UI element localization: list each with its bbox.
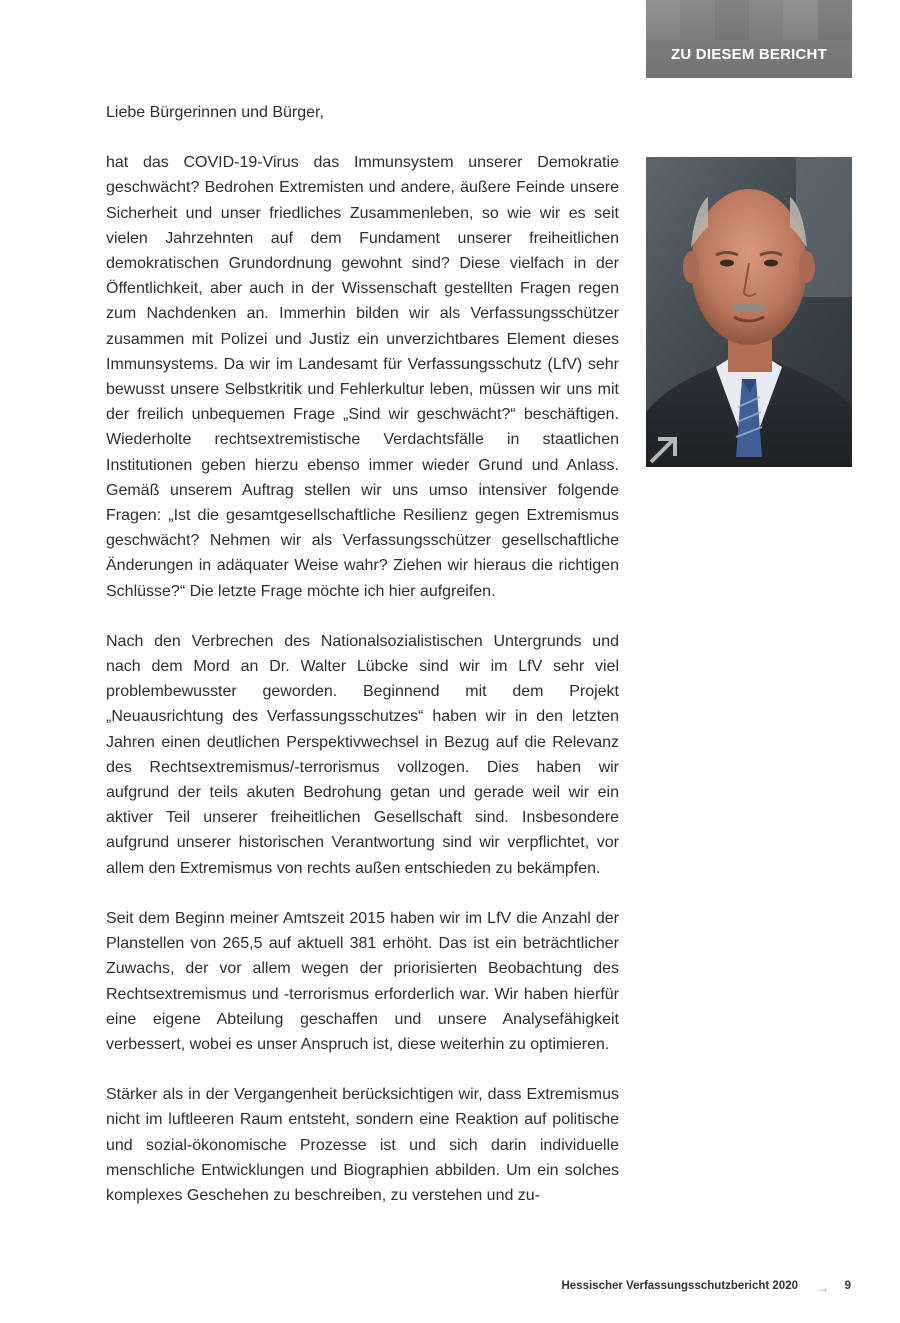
paragraph-1: hat das COVID-19-Virus das Immunsystem unserer Demokratie geschwächt? Bedrohen Extremisten und andere, äußere Feinde unsere Sicherheit und unser friedliches Zusammenleben, so wie wir es seit vielen Jahrzehnten auf dem Fundament unserer freiheitlichen demokratischen Grundordnung gewohnt sind? Diese vielfach in der Öffentlichkeit, aber auch in der Wissenschaft gestellten Fragen regen zum Nachdenken an. Immerhin bilden wir als Verfassungsschützer zusammen mit Polizei und Justiz ein unverzichtbares Element dieses Immunsystems. Da wir im Landesamt für Verfassungsschutz (LfV) sehr bewusst unsere Selbstkritik und Fehlerkultur leben, müssen wir uns mit der freilich unbequemen Frage „Sind wir geschwächt?“ beschäftigen. Wiederholte rechtsextremistische Verdachtsfälle in staatlichen Institutionen geben hierzu ebenso immer wieder Grund und Anlass. Gemäß unserem Auftrag stellen wir uns umso intensiver folgende Fragen: „Ist die gesamtgesellschaftliche Resilienz gegen Extremismus geschwächt? Nehmen wir als Verfassungsschützer gesellschaftliche Änderungen in adäquater Weise wahr? Ziehen wir hieraus die richtigen Schlüsse?“ Die letzte Frage möchte ich hier aufgreifen.	[106, 154, 619, 600]
arrow-right-icon: →	[817, 1281, 829, 1295]
page-number: 9	[844, 1280, 851, 1292]
portrait-photo	[646, 157, 852, 467]
paragraph-3: Seit dem Beginn meiner Amtszeit 2015 haben wir im LfV die Anzahl der Planstellen von 265,5 auf aktuell 381 erhöht. Das ist ein beträchtlicher Zuwachs, der vor allem wegen der priorisierten Beobachtung des Rechtsextremismus und -terrorismus erforderlich war. Wir haben hierfür eine eigene Abteilung geschaffen und unsere Analysefähigkeit verbessert, wobei es unser Anspruch ist, diese weiterhin zu optimieren.	[106, 909, 619, 1053]
tab-pattern	[646, 0, 852, 40]
section-tab	[646, 0, 852, 78]
salutation: Liebe Bürgerinnen und Bürger,	[106, 104, 324, 121]
paragraph-4: Stärker als in der Vergangenheit berücksichtigen wir, dass Extremismus nicht im luftleeren Raum entsteht, sondern eine Reaktion auf politische und sozial-ökonomische Prozesse ist und sich darin individuelle menschliche Entwicklungen und Biographien abbilden. Um ein solches komplexes Geschehen zu beschreiben, zu verstehen und zu-	[106, 1086, 619, 1204]
footer-report-title: Hessischer Verfassungsschutzbericht 2020	[561, 1280, 798, 1292]
section-tab-label: ZU DIESEM BERICHT	[671, 46, 827, 63]
paragraph-2: Nach den Verbrechen des Nationalsozialistischen Untergrunds und nach dem Mord an Dr. Walter Lübcke sind wir im LfV sehr viel problembewusster geworden. Beginnend mit dem Projekt „Neuausrichtung des Verfassungsschutzes“ haben wir in den letzten Jahren einen deutlichen Perspektivwechsel in Bezug auf die Relevanz des Rechtsextremismus/-terrorismus vollzogen. Dies haben wir aufgrund der teils akuten Bedrohung getan und gerade weil wir ein aktiver Teil unserer freiheitlichen Gesellschaft sind. Insbesondere aufgrund unserer historischen Verantwortung sind wir verpflichtet, vor allem den Extremismus von rechts außen entschieden zu bekämpfen.	[106, 632, 619, 877]
page-footer	[0, 1280, 852, 1296]
body-text	[106, 100, 619, 1233]
